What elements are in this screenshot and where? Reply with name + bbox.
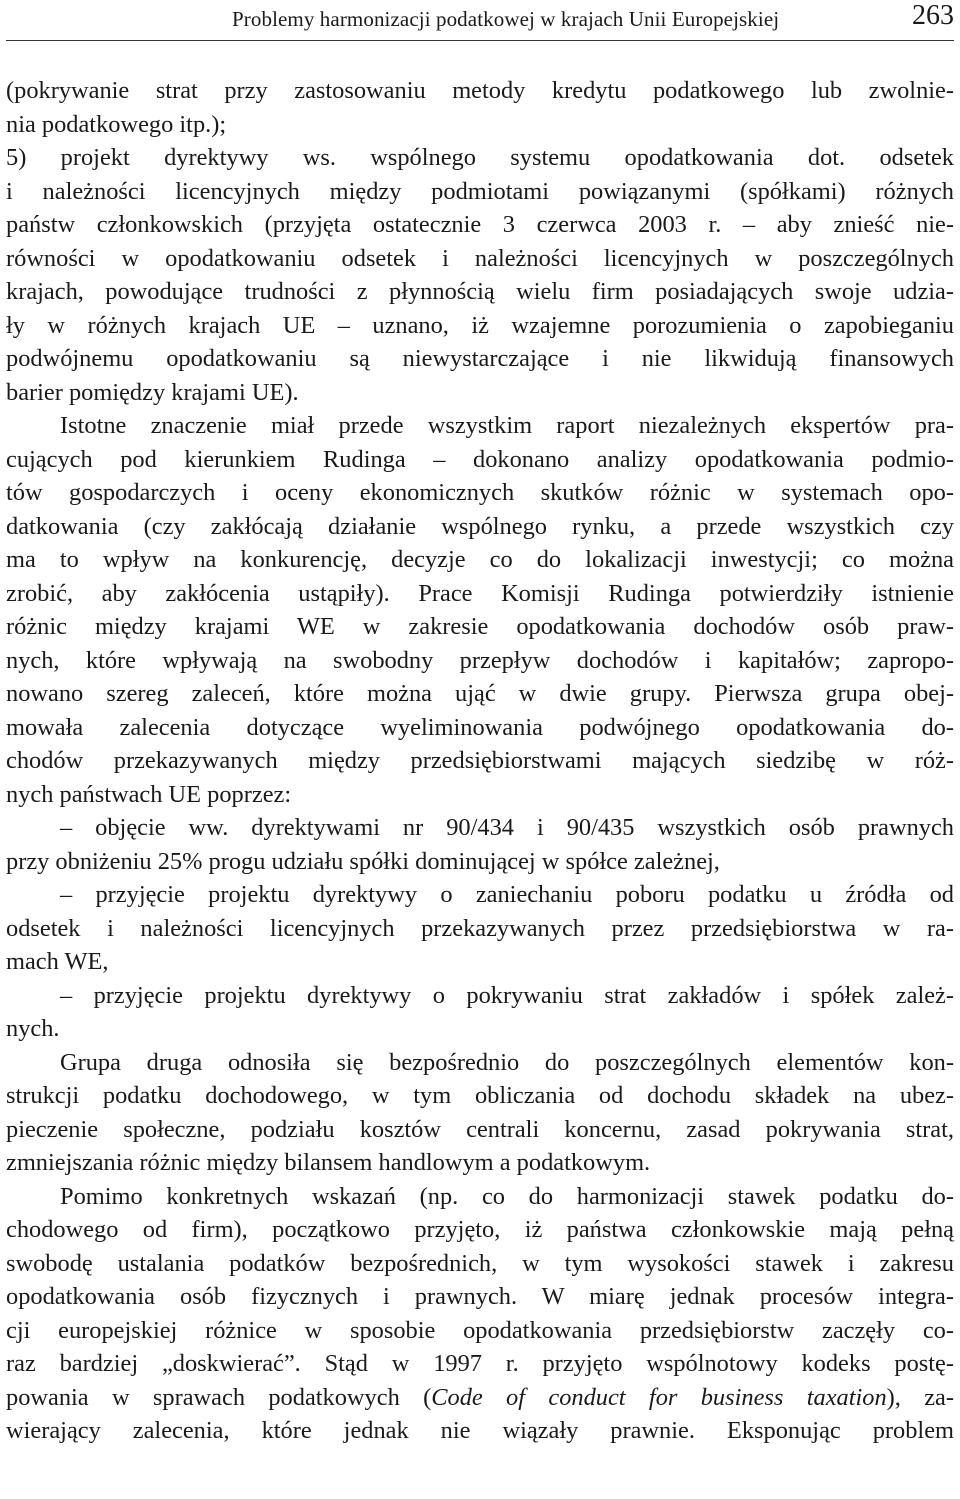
text-line: i należności licencyjnych między podmiotami powiązanymi (spółkami) różnych <box>6 177 954 205</box>
paragraph-start: Grupa druga odnosiła się bezpośrednio do poszczególnych elementów kon- <box>60 1048 954 1076</box>
text-line: nia podatkowego itp.); <box>6 110 227 138</box>
text-line: przy obniżeniu 25% progu udziału spółki dominującej w spółce zależnej, <box>6 847 720 875</box>
text-line: zrobić, aby zakłócenia ustąpiły). Prace Komisji Rudinga potwierdziły istnienie <box>6 579 954 607</box>
text-line: krajach, powodujące trudności z płynnością wielu firm posiadających swoje udzia- <box>6 278 954 305</box>
text-line: pieczenie społeczne, podziału kosztów centrali koncernu, zasad pokrywania strat, <box>6 1115 954 1143</box>
text-line: ma to wpływ na konkurencję, decyzje co do lokalizacji inwestycji; co można <box>6 546 954 573</box>
list-item-5: 5) projekt dyrektywy ws. wspólnego systemu opodatkowania dot. odsetek <box>6 144 954 171</box>
text-line: nowano szereg zaleceń, które można ująć w dwie grupy. Pierwsza grupa obej- <box>6 680 954 707</box>
text-segment: ), za- <box>886 1383 955 1411</box>
text-line: nych. <box>6 1015 60 1042</box>
text-segment: powania w sprawach podatkowych ( <box>6 1383 432 1411</box>
text-line: barier pomiędzy krajami UE). <box>6 378 299 406</box>
text-line: cji europejskiej różnice w sposobie opodatkowania przedsiębiorstw zaczęły co- <box>6 1316 954 1344</box>
dash-list-item: – przyjęcie projektu dyrektywy o pokrywaniu strat zakładów i spółek zależ- <box>60 981 954 1009</box>
text-line: państw członkowskich (przyjęta ostatecznie 3 czerwca 2003 r. – aby znieść nie- <box>6 211 954 238</box>
running-title: Problemy harmonizacji podatkowej w krajach Unii Europejskiej <box>232 7 780 31</box>
dash-list-item: – objęcie ww. dyrektywami nr 90/434 i 90/435 wszystkich osób prawnych <box>60 814 954 841</box>
page-number: 263 <box>912 0 954 31</box>
text-line-with-italic <box>6 1381 954 1415</box>
text-line: chodowego od firm), początkowo przyjęto, iż państwa członkowskie mają pełną <box>6 1216 954 1243</box>
text-line: ły w różnych krajach UE – uznano, iż wzajemne porozumienia o zapobieganiu <box>6 311 954 339</box>
text-line: równości w opodatkowaniu odsetek i należności licencyjnych w poszczególnych <box>6 244 954 272</box>
body-text <box>6 74 954 1448</box>
text-line: nych, które wpływają na swobodny przepływ dochodów i kapitałów; zapropo- <box>6 646 954 674</box>
text-line: cujących pod kierunkiem Rudinga – dokonano analizy opodatkowania podmio- <box>6 445 954 473</box>
paragraph-start: Istotne znaczenie miał przede wszystkim raport niezależnych ekspertów pra- <box>60 412 954 439</box>
text-line: tów gospodarczych i oceny ekonomicznych skutków różnic w systemach opo- <box>6 479 954 506</box>
text-line: strukcji podatku dochodowego, w tym obliczania od dochodu składek na ubez- <box>6 1082 954 1109</box>
text-line: (pokrywanie strat przy zastosowaniu metody kredytu podatkowego lub zwolnie- <box>6 77 954 104</box>
dash-list-item: – przyjęcie projektu dyrektywy o zaniechaniu poboru podatku u źródła od <box>60 881 954 908</box>
text-line: opodatkowania osób fizycznych i prawnych. W miarę jednak procesów integra- <box>6 1283 954 1310</box>
text-line: podwójnemu opodatkowaniu są niewystarczające i nie likwidują finansowych <box>6 345 954 372</box>
text-line: różnic między krajami WE w zakresie opodatkowania dochodów osób praw- <box>6 613 954 640</box>
text-line: nych państwach UE poprzez: <box>6 780 292 808</box>
text-line: swobodę ustalania podatków bezpośrednich, w tym wysokości stawek i zakresu <box>6 1249 954 1277</box>
paragraph-start: Pomimo konkretnych wskazań (np. co do harmonizacji stawek podatku do- <box>60 1182 954 1210</box>
text-line: wierający zalecenia, które jednak nie wiązały prawnie. Eksponując problem <box>6 1417 954 1444</box>
text-line: raz bardziej „doskwierać”. Stąd w 1997 r. przyjęto wspólnotowy kodeks postę- <box>6 1350 954 1377</box>
running-header <box>6 0 954 41</box>
text-line: chodów przekazywanych między przedsiębiorstwami mających siedzibę w róż- <box>6 747 954 774</box>
text-line: mowała zalecenia dotyczące wyeliminowania podwójnego opodatkowania do- <box>6 713 954 741</box>
text-line: odsetek i należności licencyjnych przekazywanych przez przedsiębiorstwa w ra- <box>6 914 954 942</box>
text-line: zmniejszania różnic między bilansem handlowym a podatkowym. <box>6 1149 651 1176</box>
text-line: mach WE, <box>6 948 109 975</box>
italic-title: Code of conduct for business taxation <box>431 1383 887 1411</box>
text-line: datkowania (czy zakłócają działanie wspólnego rynku, a przede wszystkich czy <box>6 512 954 540</box>
